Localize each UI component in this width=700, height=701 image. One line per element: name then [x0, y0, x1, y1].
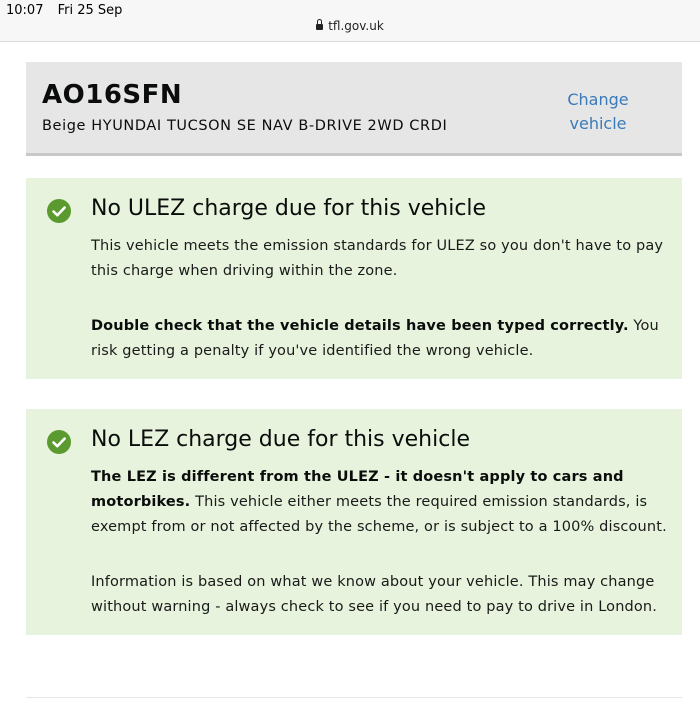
- status-bar: [0, 0, 700, 42]
- lez-difference-text: This vehicle either meets the required emission standards, is exempt from or not affected by the scheme, or is subject to a 100% discount.: [91, 494, 667, 535]
- url-text: tfl.gov.uk: [328, 19, 384, 33]
- lez-result-panel: [26, 409, 682, 635]
- ulez-heading: No ULEZ charge due for this vehicle: [91, 196, 487, 221]
- lez-difference-bold: The LEZ is different from the ULEZ - it doesn't apply to cars and motorbikes.: [91, 469, 624, 510]
- ulez-warning-text: You risk getting a penalty if you've identified the wrong vehicle.: [91, 318, 659, 359]
- divider: [26, 697, 682, 698]
- lez-paragraph-2: Information is based on what we know about your vehicle. This may change without warning - always check to see if you need to pay to drive in London.: [91, 574, 658, 615]
- change-vehicle-line1: Change: [567, 90, 629, 109]
- vehicle-summary: [26, 62, 682, 156]
- change-vehicle-line2: vehicle: [569, 114, 627, 133]
- clock: 10:07: [6, 3, 44, 18]
- vehicle-description: Beige HYUNDAI TUCSON SE NAV B-DRIVE 2WD CRDI: [42, 118, 448, 134]
- date: Fri 25 Sep: [57, 3, 123, 18]
- check-circle-icon: [47, 430, 71, 454]
- ulez-warning-bold: Double check that the vehicle details have been typed correctly.: [91, 318, 629, 334]
- address-bar[interactable]: [0, 19, 700, 33]
- change-vehicle-link[interactable]: [558, 88, 638, 136]
- ulez-paragraph-2: [91, 314, 676, 364]
- check-circle-icon: [47, 199, 71, 223]
- ulez-paragraph-1: This vehicle meets the emission standards for ULEZ so you don't have to pay this charge when driving within the zone.: [91, 238, 664, 279]
- lez-heading: No LEZ charge due for this vehicle: [91, 427, 470, 452]
- status-time: [6, 3, 122, 18]
- ulez-result-panel: [26, 178, 682, 379]
- lez-paragraph-1: [91, 465, 676, 540]
- registration-number: AO16SFN: [42, 80, 183, 110]
- lock-icon: [316, 24, 323, 30]
